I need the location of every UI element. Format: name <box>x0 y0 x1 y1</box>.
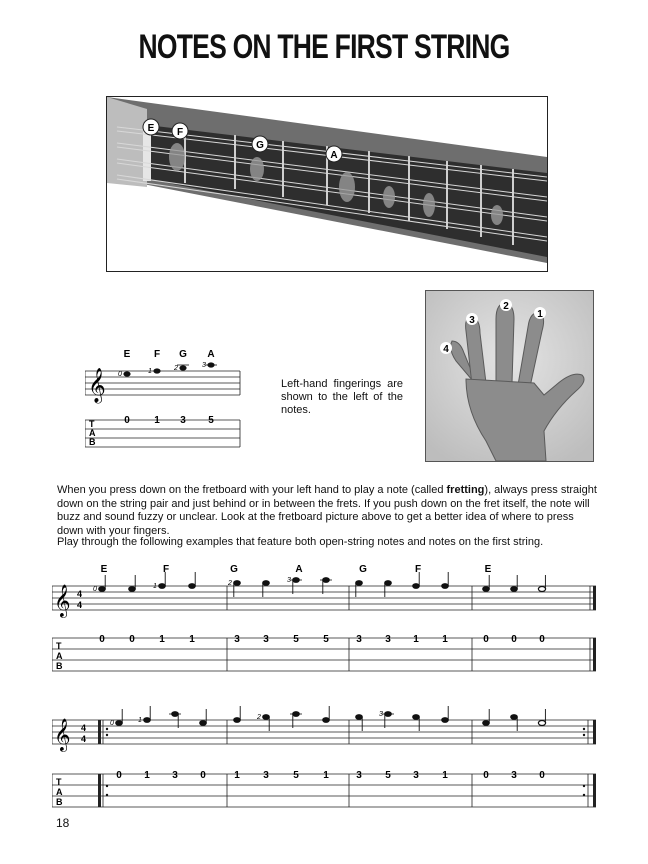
tab-clef-a: A <box>56 651 63 661</box>
tab-number: 0 <box>539 770 545 781</box>
time-signature-bottom: 4 <box>81 734 87 744</box>
tab-clef-a: A <box>89 428 96 438</box>
tab-number: 1 <box>159 634 165 645</box>
page-number: 18 <box>56 816 70 830</box>
tab-number: 0 <box>539 634 545 645</box>
tab-number: 1 <box>144 770 150 781</box>
fingering: 1 <box>153 583 157 590</box>
fingering: 1 <box>138 717 142 724</box>
tab-number: 3 <box>413 770 419 781</box>
fingering: 2 <box>257 714 261 721</box>
note-name: G <box>230 564 238 575</box>
treble-clef-icon: 𝄞 <box>88 369 106 402</box>
time-signature-bottom: 4 <box>77 600 83 610</box>
fretboard-photo <box>106 96 548 272</box>
tab-clef-a: A <box>56 787 63 797</box>
tab-number: 5 <box>323 634 329 645</box>
tab-number: 5 <box>385 770 391 781</box>
tab-number: 0 <box>200 770 206 781</box>
tab-clef-b: B <box>89 437 96 447</box>
small-example-notation <box>85 345 245 450</box>
svg-text:G: G <box>256 140 264 151</box>
tab-number: 0 <box>116 770 122 781</box>
tab-number: 0 <box>483 770 489 781</box>
tab-number: 3 <box>385 634 391 645</box>
fretboard-marker-a <box>326 146 342 162</box>
tab-number: 1 <box>413 634 419 645</box>
fingering: 0 <box>118 371 122 378</box>
svg-text:A: A <box>330 150 338 161</box>
tab-number: 3 <box>356 634 362 645</box>
svg-text:E: E <box>147 123 155 134</box>
fretting-paragraph: When you press down on the fretboard with your left hand to play a note (called fretting), always press straight down on the string pair and just behind or in between the frets. If you push down on the fret itself, the note will buzz and sound fuzzy or unclear. Look at the fretboard picture above to get a better idea of where to press down with your fingers. <box>57 484 597 537</box>
fretboard-marker-g <box>252 136 268 152</box>
fingering: 2 <box>228 580 232 587</box>
fingering: 2 <box>174 365 178 372</box>
tab-number: 3 <box>234 634 240 645</box>
tab-clef-t: T <box>56 777 62 787</box>
svg-text:F: F <box>176 127 184 138</box>
fretboard-marker-f <box>172 123 188 139</box>
tab-number: 1 <box>442 634 448 645</box>
instructions-paragraph: Play through the following examples that feature both open-string notes and notes on the first string. <box>57 536 544 548</box>
fingering: 3 <box>287 577 291 584</box>
svg-text:3: 3 <box>469 315 475 326</box>
fingering: 3 <box>202 362 206 369</box>
note-name: A <box>295 564 303 575</box>
tab-number: 3 <box>356 770 362 781</box>
tab-number: 0 <box>483 634 489 645</box>
treble-clef-icon: 𝄞 <box>54 719 71 750</box>
tab-number: 1 <box>154 415 160 426</box>
tab-number: 0 <box>511 634 517 645</box>
tab-number: 3 <box>180 415 186 426</box>
fingering: 0 <box>93 586 97 593</box>
tab-number: 0 <box>129 634 135 645</box>
fingering: 0 <box>110 720 114 727</box>
tab-number: 1 <box>442 770 448 781</box>
tab-number: 1 <box>323 770 329 781</box>
note-name: E <box>100 564 108 575</box>
tab-clef-t: T <box>89 419 95 429</box>
note-name: F <box>162 564 170 575</box>
time-signature-top: 4 <box>81 723 87 733</box>
page-title: NOTES ON THE FIRST STRING <box>138 28 510 66</box>
note-name: G <box>179 349 187 360</box>
example2-notation <box>52 706 598 810</box>
tab-number: 1 <box>189 634 195 645</box>
tab-clef-t: T <box>56 641 62 651</box>
note-name: E <box>484 564 492 575</box>
fingering: 1 <box>148 368 152 375</box>
tab-number: 5 <box>293 634 299 645</box>
fretting-term: fretting <box>446 484 485 496</box>
tab-clef-b: B <box>56 797 63 807</box>
note-name: F <box>153 349 161 360</box>
tab-number: 3 <box>511 770 517 781</box>
tab-number: 1 <box>234 770 240 781</box>
svg-text:1: 1 <box>537 309 543 320</box>
hand-photo <box>425 290 594 462</box>
note-name: E <box>123 349 131 360</box>
time-signature-top: 4 <box>77 589 83 599</box>
fingering: 3 <box>379 711 383 718</box>
note-name: A <box>207 349 215 360</box>
tab-number: 3 <box>172 770 178 781</box>
example1-notation <box>52 562 598 674</box>
tab-number: 5 <box>208 415 214 426</box>
note-name: G <box>359 564 367 575</box>
tab-number: 0 <box>99 634 105 645</box>
fingering-caption: Left-hand fingerings are shown to the left of the notes. <box>281 378 403 416</box>
note-name: F <box>414 564 422 575</box>
treble-clef-icon: 𝄞 <box>54 585 71 616</box>
tab-number: 3 <box>263 634 269 645</box>
tab-number: 3 <box>263 770 269 781</box>
tab-clef-b: B <box>56 661 63 671</box>
tab-number: 0 <box>124 415 130 426</box>
tab-number: 5 <box>293 770 299 781</box>
fretboard-marker-e <box>143 119 159 135</box>
svg-text:2: 2 <box>503 301 509 312</box>
svg-text:4: 4 <box>443 344 449 355</box>
